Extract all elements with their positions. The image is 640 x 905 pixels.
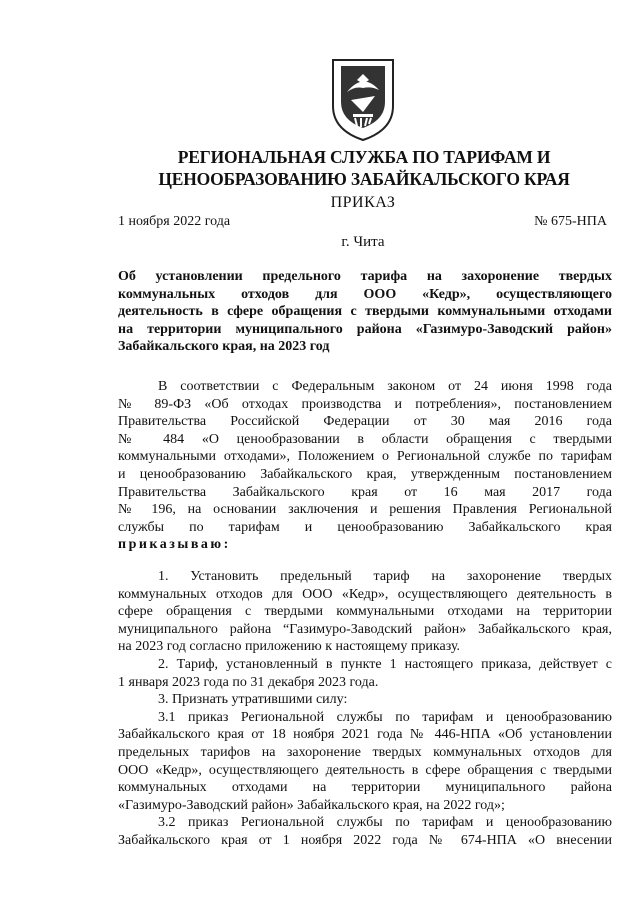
item-2-line: 1 января 2023 года по 31 декабря 2023 года. (118, 674, 379, 690)
subject-line: Забайкальского края, на 2023 год (118, 339, 330, 355)
order-date: 1 ноября 2022 года (118, 214, 231, 229)
preamble-line: и ценообразованию Забайкальского края, утвержденным постановлением (118, 466, 612, 482)
orders-word: приказываю: (118, 537, 231, 553)
coat-of-arms-emblem (327, 56, 399, 142)
item-3-1-line: ООО «Кедр», осуществляющего деятельность в сфере обращения с твердыми (118, 762, 612, 778)
subject-line: деятельность в сфере обращения с твердыми коммунальными отходами (118, 304, 612, 320)
subject-line: коммунальных отходов для ООО «Кедр», осуществляющего (118, 286, 612, 302)
organization-line-1: РЕГИОНАЛЬНАЯ СЛУЖБА ПО ТАРИФАМ И (177, 147, 551, 167)
item-3-1-line: «Газимуро-Заводский район» Забайкальского края, на 2022 год»; (118, 797, 505, 813)
order-subject (118, 268, 612, 356)
subject-line: на территории муниципального района «Газимуро-Заводский район» (118, 321, 612, 337)
item-1-line: муниципального района “Газимуро-Заводский район» Забайкальского края, (118, 621, 612, 637)
item-1-line: коммунальных отходов для ООО «Кедр», осуществляющего деятельность в (118, 586, 612, 602)
item-1-line: сфере обращения с твердыми коммунальными отходами на территории (118, 604, 612, 620)
item-3-2-line: Забайкальского края от 1 ноября 2022 года № 674-НПА «О внесении (118, 832, 612, 848)
preamble-line: службы по тарифам и ценообразованию Забайкальского края (118, 519, 612, 535)
order-title: ПРИКАЗ (330, 194, 396, 211)
organization-line-2: ЦЕНООБРАЗОВАНИЮ ЗАБАЙКАЛЬСКОГО КРАЯ (158, 169, 570, 189)
item-3-1-line: 3.1 приказ Региональной службы по тарифам и ценообразованию (158, 709, 612, 725)
preamble (118, 378, 612, 554)
item-3-1-line: Забайкальского края от 18 ноября 2021 года № 446-НПА «Об установлении (118, 727, 612, 743)
item-1-line: 1. Установить предельный тариф на захоронение твердых (158, 569, 612, 584)
preamble-line: № 484 «О ценообразовании в области обращения с твердыми (118, 431, 612, 447)
item-1-line: на 2023 год согласно приложению к настоящему приказу. (118, 639, 461, 655)
preamble-line: коммунальными отходами», Положением о Региональной службе по тарифам (118, 449, 612, 465)
preamble-line: Правительства Российской Федерации от 30 мая 2016 года (118, 414, 612, 430)
order-city: г. Чита (341, 234, 385, 250)
item-3-line: 3. Признать утратившими силу: (158, 692, 348, 708)
order-items (118, 568, 612, 850)
preamble-line: № 89-ФЗ «Об отходах производства и потребления», постановлением (118, 396, 612, 412)
organization-name (100, 146, 628, 190)
subject-line: Об установлении предельного тарифа на захоронение твердых (118, 269, 612, 284)
preamble-line: № 196, на основании заключения и решения Правления Региональной (118, 502, 612, 518)
item-3-1-line: предельных тарифов на захоронение твердых коммунальных отходов для (118, 744, 612, 760)
item-2-line: 2. Тариф, установленный в пункте 1 настоящего приказа, действует с (158, 656, 612, 672)
item-3-1-line: коммунальных отходами на территории муниципального района (118, 780, 612, 796)
item-3-2-line: 3.2 приказ Региональной службы по тарифам и ценообразованию (158, 815, 612, 831)
preamble-line: В соответствии с Федеральным законом от 24 июня 1998 года (158, 379, 612, 394)
preamble-line: Правительства Забайкальского края от 16 мая 2017 года (118, 484, 612, 500)
order-number: № 675-НПА (534, 214, 607, 229)
